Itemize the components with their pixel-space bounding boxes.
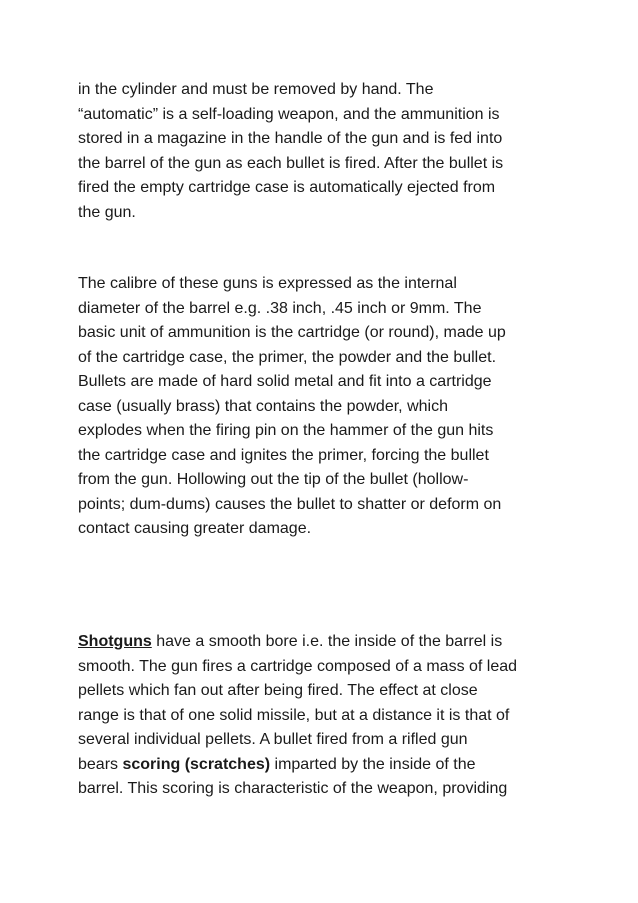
text-line: the gun.	[78, 203, 136, 221]
text-line: the barrel of the gun as each bullet is fired. After the bullet is	[78, 154, 504, 172]
text-fragment: imparted by the inside of the	[270, 755, 476, 773]
text-line: from the gun. Hollowing out the tip of the bullet (hollow-	[78, 471, 469, 488]
keyword-scoring: scoring (scratches)	[122, 755, 271, 773]
text-line: smooth. The gun fires a cartridge composed of a mass of lead	[78, 657, 518, 675]
paragraph-calibre	[78, 272, 568, 542]
text-line: Bullets are made of hard solid metal and fit into a cartridge	[78, 373, 492, 390]
text-line: The calibre of these guns is expressed as the internal	[78, 275, 457, 292]
text-line: of the cartridge case, the primer, the powder and the bullet.	[78, 348, 497, 366]
text-line: range is that of one solid missile, but at a distance it is that of	[78, 706, 510, 724]
text-line: pellets which fan out after being fired. The effect at close	[78, 682, 478, 699]
text-line: stored in a magazine in the handle of the gun and is fed into	[78, 130, 503, 147]
text-line: “automatic” is a self-loading weapon, and the ammunition is	[78, 105, 500, 123]
text-line: diameter of the barrel e.g. .38 inch, .45 inch or 9mm. The	[78, 299, 482, 317]
paragraph-revolver-automatic	[78, 78, 568, 225]
text-line: points; dum-dums) causes the bullet to shatter or deform on	[78, 495, 502, 513]
text-line: the cartridge case and ignites the primer, forcing the bullet	[78, 446, 489, 464]
keyword-shotguns: Shotguns	[78, 633, 152, 650]
text-line: in the cylinder and must be removed by hand. The	[78, 81, 434, 98]
text-line: several individual pellets. A bullet fired from a rifled gun	[78, 731, 468, 748]
text-fragment: have a smooth bore i.e. the inside of the barrel is	[151, 633, 503, 650]
text-line	[78, 753, 568, 778]
text-fragment: bears	[78, 755, 123, 773]
paragraph-shotguns	[78, 630, 568, 802]
text-line: basic unit of ammunition is the cartridge (or round), made up	[78, 324, 506, 341]
text-line: explodes when the firing pin on the hammer of the gun hits	[78, 422, 494, 439]
text-line: barrel. This scoring is characteristic of the weapon, providing	[78, 780, 508, 797]
text-line	[78, 630, 568, 655]
text-line: fired the empty cartridge case is automatically ejected from	[78, 179, 496, 196]
text-line: case (usually brass) that contains the powder, which	[78, 397, 448, 415]
text-line: contact causing greater damage.	[78, 520, 312, 537]
